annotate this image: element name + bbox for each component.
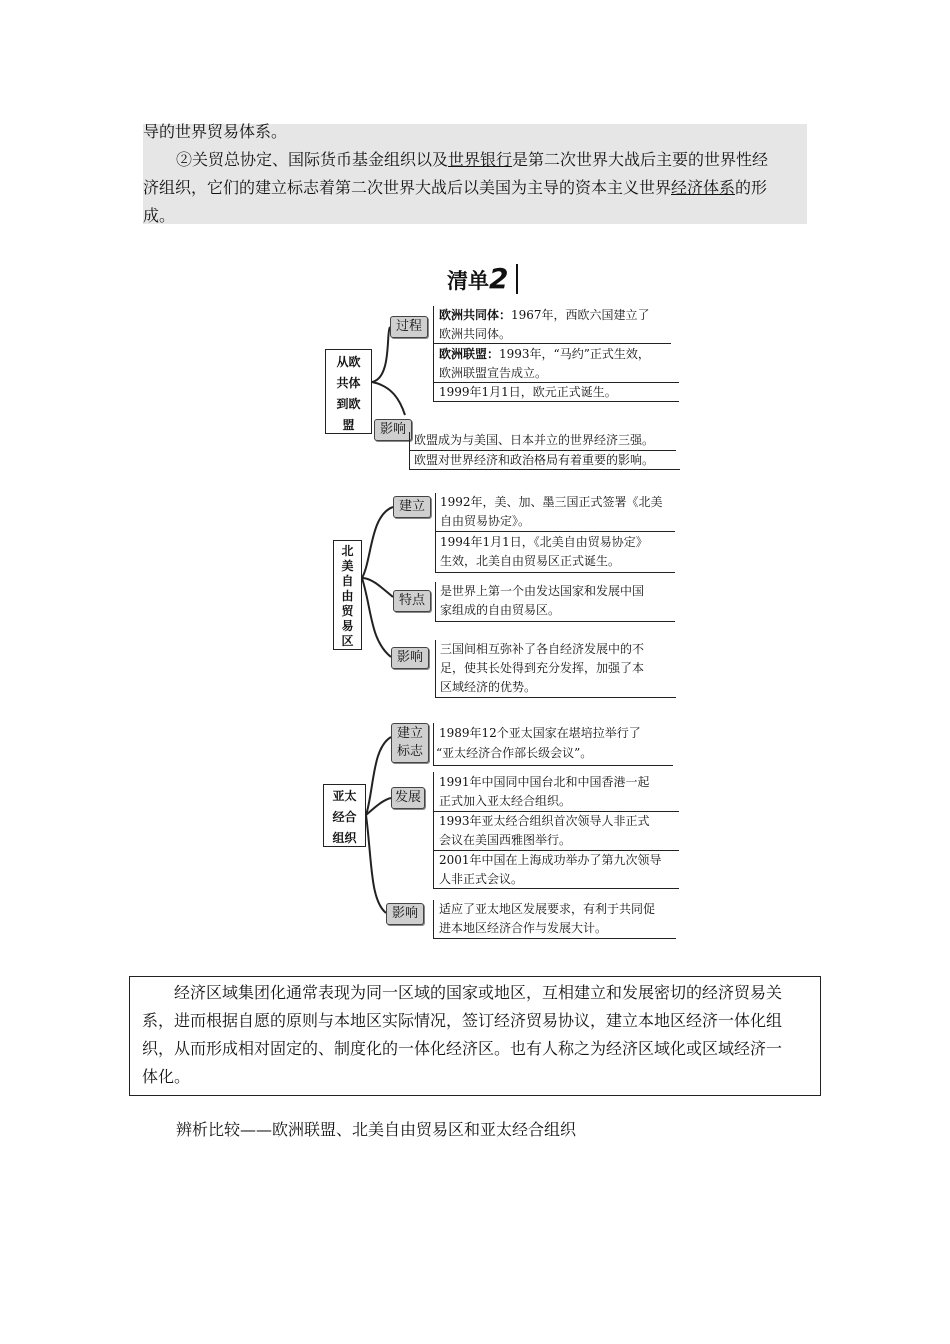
apec-dev-item-2: 1993年亚太经合组织首次领导人非正式 [439,814,650,828]
apec-dev-item-3: 2001年中国在上海成功举办了第九次领导 [439,853,662,867]
eu-process-item-1-cont: 欧洲共同体。 [439,327,512,341]
item-text: 1993年，“马约”正式生效， [499,347,650,361]
definition-box [129,976,821,1096]
intro-text: 济组织，它们的建立标志着第二次世界大战后以美国为主导的资本主义世界 [143,178,672,197]
eu-process-tag: 过程 [390,316,428,338]
definition-line: 系，进而根据自愿的原则与本地区实际情况，签订经济贸易协议，建立本地区经济一体化组 [142,1011,783,1030]
eu-process-item-1 [439,306,650,325]
divider [433,765,673,766]
eu-label-line: 从欧 [336,355,361,369]
connector-apec-mark [366,737,391,815]
nafta-label-char: 由 [341,589,354,603]
eu-impact-bracket [409,432,410,470]
eu-impact-item-1: 欧盟成为与美国、日本并立的世界经济三强。 [414,433,655,447]
eu-label-line: 到欧 [336,397,361,411]
nafta-label-char: 美 [341,559,354,573]
connector-eu-process [372,327,390,382]
compare-heading: 辨析比较——欧洲联盟、北美自由贸易区和亚太经合组织 [176,1120,577,1139]
bold-term: 欧洲联盟： [439,347,500,361]
apec-dev-tag: 发展 [391,787,425,809]
connector-nafta-establish [362,507,393,578]
apec-dev-item-1: 1991年中国同中国台北和中国香港一起 [439,775,650,789]
apec-impact-item-1: 适应了亚太地区发展要求，有利于共同促 [439,902,656,916]
nafta-label-char: 自 [341,574,354,588]
apec-impact-item-1-cont: 进本地区经济合作与发展大计。 [439,921,608,935]
nafta-impact-item-1: 三国间相互弥补了各自经济发展中的不 [440,642,645,656]
nafta-topic-box [333,540,362,650]
nafta-feature-item-1: 是世界上第一个由发达国家和发展中国 [440,584,645,598]
bold-term: 欧洲共同体： [439,308,512,322]
divider [435,531,675,532]
divider [433,888,679,889]
nafta-label-char: 北 [341,544,354,558]
apec-mark-bracket [433,723,434,766]
connector-apec-impact [366,815,386,913]
underlined-term: 世界银行 [448,150,513,169]
nafta-impact-tag: 影响 [391,647,429,669]
tag-line: 标志 [396,744,423,759]
definition-line: 经济区域集团化通常表现为同一区域的国家或地区，互相建立和发展密切的经济贸易关 [174,983,783,1002]
nafta-establish-item-2: 1994年1月1日，《北美自由贸易协定》 [440,535,648,549]
definition-line: 织，从而形成相对固定的、制度化的一体化经济区。也有人称之为经济区域化或区域经济一 [142,1039,783,1058]
apec-topic-box [323,784,366,847]
apec-label-line: 组织 [332,831,357,845]
divider [433,401,679,402]
tag-line: 建立 [396,726,423,741]
nafta-impact-item-1-cont: 足，使其长处得到充分发挥，加强了本 [440,661,645,675]
apec-dev-item-1-cont: 正式加入亚太经合组织。 [439,794,572,808]
eu-label-line: 共体 [336,376,361,390]
apec-impact-bracket [433,900,434,939]
eu-impact-item-2: 欧盟对世界经济和政治格局有着重要的影响。 [414,453,655,467]
divider [435,572,675,573]
apec-label-line: 经合 [332,810,357,824]
apec-impact-tag: 影响 [386,903,424,925]
intro-text: 的形 [735,178,768,197]
eu-process-item-2-cont: 欧洲联盟宣告成立。 [439,366,548,380]
apec-dev-item-2-cont: 会议在美国西雅图举行。 [439,833,572,847]
apec-label-line: 亚太 [332,789,357,803]
apec-dev-bracket [433,772,434,889]
intro-text: 是第二次世界大战后主要的世界性经 [512,150,769,169]
intro-text: ②关贸总协定、国际货币基金组织以及 [176,150,449,169]
eu-label-line: 盟 [342,418,355,432]
nafta-feature-tag: 特点 [393,590,431,612]
definition-line: 体化。 [142,1067,191,1086]
divider [435,697,676,698]
nafta-feature-item-1-cont: 家组成的自由贸易区。 [440,603,561,617]
nafta-label-char: 易 [341,619,354,633]
eu-process-bracket [433,306,434,402]
divider [409,469,680,470]
apec-dev-item-3-cont: 人非正式会议。 [439,872,524,886]
nafta-label-char: 区 [341,634,354,648]
nafta-establish-item-1: 1992年，美、加、墨三国正式签署《北美 [440,495,663,509]
nafta-label-char: 贸 [341,604,354,618]
eu-impact-tag: 影响 [374,419,412,441]
nafta-establish-item-1-cont: 自由贸易协定》。 [440,514,531,528]
intro-line-4: 成。 [143,206,176,225]
eu-topic-box [325,349,372,434]
apec-mark-item-1-cont: “亚太经济合作部长级会议”。 [436,746,593,760]
checklist-prefix: 清单 [447,269,489,293]
connector-eu-impact [372,382,405,415]
nafta-impact-item-1-cont2: 区域经济的优势。 [440,680,537,694]
apec-mark-item-1: 1989年12个亚太国家在堪培拉举行了 [439,726,641,740]
nafta-establish-bracket [435,493,436,573]
nafta-feature-bracket [435,582,436,622]
checklist-number: 2 [489,262,509,295]
divider [433,343,671,344]
apec-mark-tag [391,723,429,763]
eu-process-item-2 [439,345,650,364]
nafta-establish-item-2-cont: 生效，北美自由贸易区正式诞生。 [440,554,621,568]
intro-line-1: 导的世界贸易体系。 [143,122,288,141]
nafta-establish-tag: 建立 [393,496,431,518]
divider [433,938,676,939]
connector-nafta-impact [362,578,391,657]
eu-process-item-3: 1999年1月1日，欧元正式诞生。 [439,385,617,399]
nafta-impact-bracket [435,640,436,698]
divider [435,621,675,622]
underlined-term: 经济体系 [671,178,736,197]
item-text: 1967年，西欧六国建立了 [511,308,650,322]
